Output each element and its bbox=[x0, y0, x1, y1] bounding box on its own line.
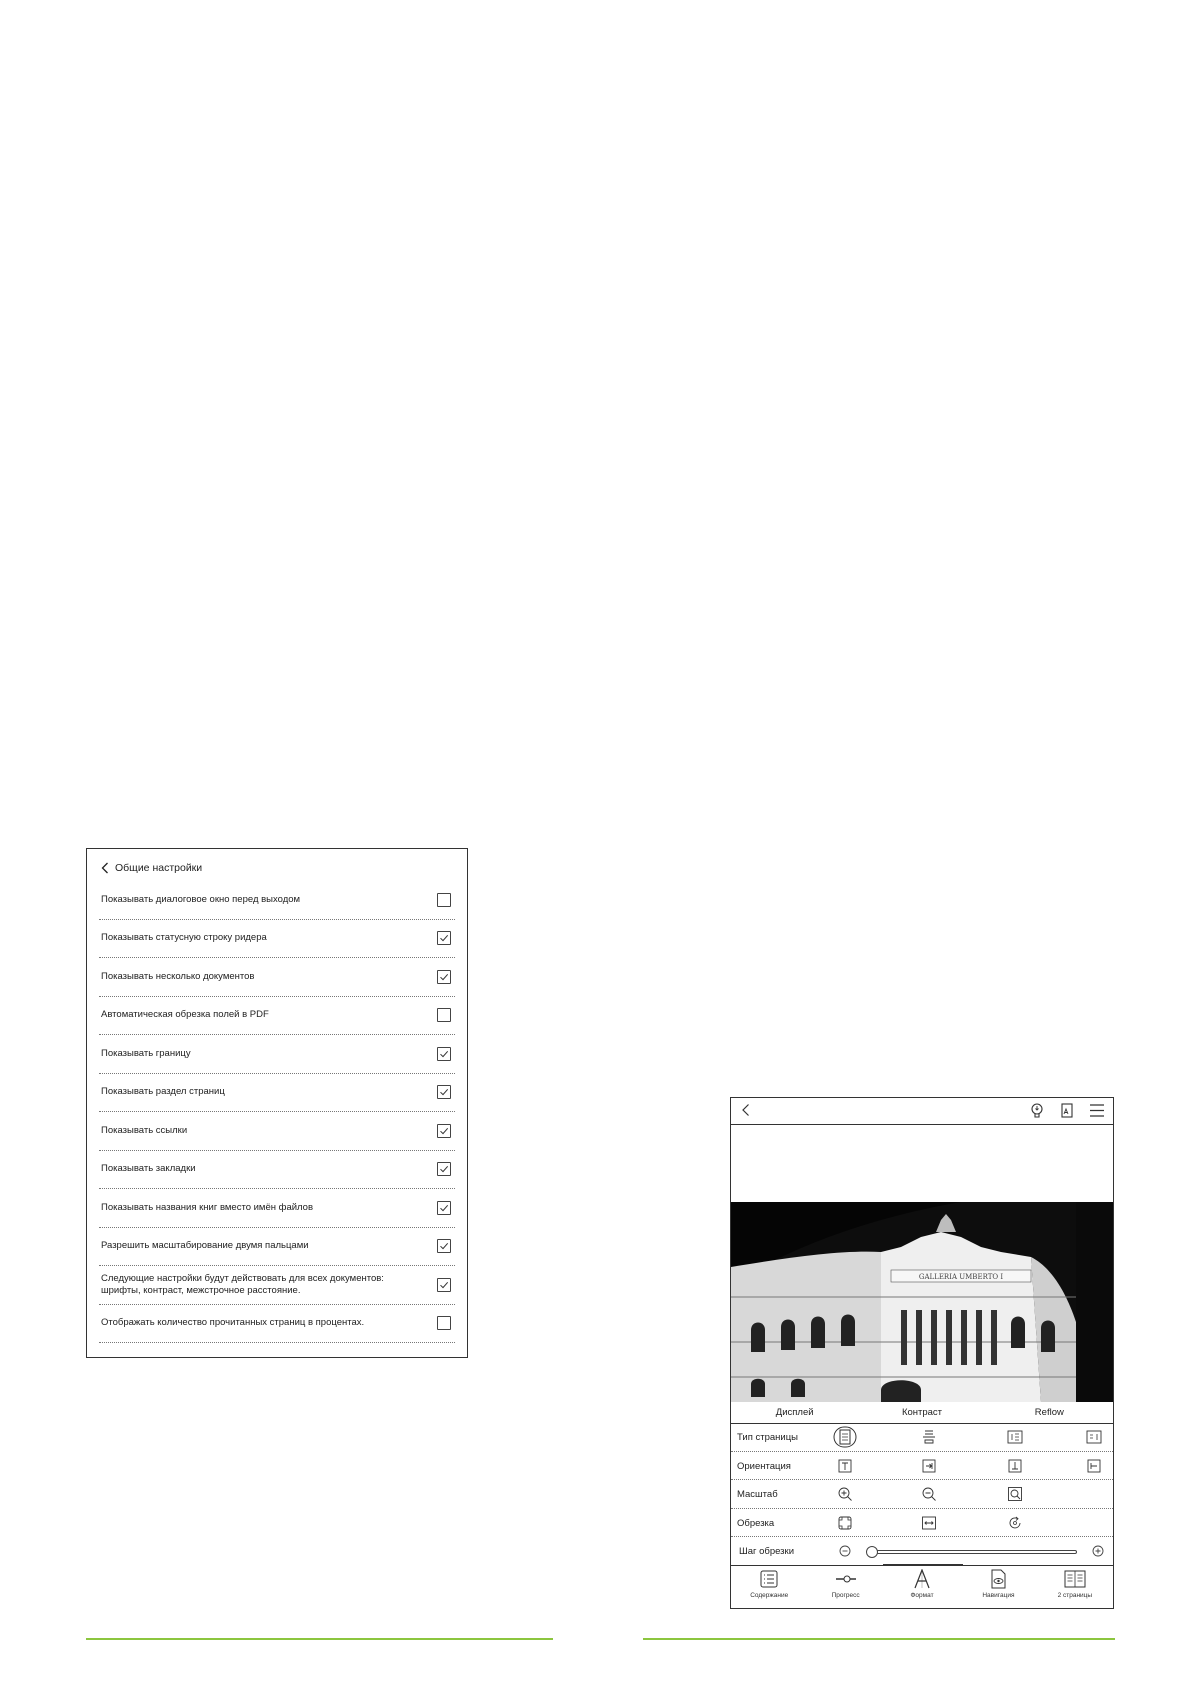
settings-row[interactable] bbox=[99, 1189, 455, 1228]
checkbox-checked[interactable] bbox=[437, 931, 451, 945]
checkbox-checked[interactable] bbox=[437, 1085, 451, 1099]
footer-rule-right bbox=[643, 1638, 1115, 1640]
checkmark-icon bbox=[439, 1241, 449, 1251]
crop-width-icon[interactable] bbox=[921, 1515, 937, 1531]
reader-screenshot bbox=[730, 1097, 1114, 1609]
light-bulb-icon[interactable] bbox=[1029, 1102, 1045, 1119]
zoom-out-icon[interactable] bbox=[921, 1486, 937, 1502]
settings-row[interactable] bbox=[99, 958, 455, 997]
orientation-left-icon[interactable] bbox=[1086, 1458, 1102, 1474]
back-chevron-icon[interactable] bbox=[101, 862, 109, 874]
orientation-portrait-icon[interactable] bbox=[837, 1458, 853, 1474]
format-icon bbox=[912, 1569, 932, 1589]
settings-row[interactable] bbox=[99, 1035, 455, 1074]
page-type-label: Тип страницы bbox=[737, 1432, 798, 1443]
checkmark-icon bbox=[439, 972, 449, 982]
galleria-sign: GALLERIA UMBERTO I bbox=[918, 1273, 1004, 1281]
display-options bbox=[731, 1423, 1113, 1566]
crop-row bbox=[731, 1509, 1113, 1538]
checkbox-checked[interactable] bbox=[437, 1162, 451, 1176]
settings-row-label: Следующие настройки будут действовать для всех документов: шрифты, контраст, межстрочное расстояние. bbox=[101, 1272, 384, 1296]
settings-row[interactable] bbox=[99, 1228, 455, 1267]
checkmark-icon bbox=[439, 1126, 449, 1136]
menu-icon[interactable] bbox=[1089, 1102, 1105, 1119]
checkbox-unchecked[interactable] bbox=[437, 893, 451, 907]
crop-step-slider-knob[interactable] bbox=[866, 1546, 878, 1558]
tab-display[interactable]: Дисплей bbox=[775, 1407, 814, 1418]
page-type-original-icon[interactable] bbox=[833, 1426, 857, 1448]
checkbox-unchecked[interactable] bbox=[437, 1008, 451, 1022]
orientation-label: Ориентация bbox=[737, 1460, 791, 1472]
settings-row-label: Показывать ссылки bbox=[101, 1124, 188, 1136]
settings-row-label: Показывать границу bbox=[101, 1047, 191, 1059]
back-icon[interactable] bbox=[741, 1103, 751, 1117]
settings-header[interactable] bbox=[101, 857, 202, 879]
book-page-photo bbox=[731, 1202, 1114, 1402]
crop-step-slider[interactable] bbox=[867, 1550, 1077, 1554]
two-pages-icon bbox=[1064, 1569, 1086, 1589]
general-settings-screenshot bbox=[86, 848, 468, 1358]
settings-row-label: Автоматическая обрезка полей в PDF bbox=[101, 1009, 269, 1021]
settings-row[interactable] bbox=[99, 1112, 455, 1151]
settings-row[interactable] bbox=[99, 1074, 455, 1113]
zoom-label: Масштаб bbox=[737, 1489, 778, 1500]
checkbox-checked[interactable] bbox=[437, 1047, 451, 1061]
checkbox-checked[interactable] bbox=[437, 970, 451, 984]
reader-bottom-bar bbox=[731, 1565, 1113, 1608]
orientation-upside-down-icon[interactable] bbox=[1007, 1458, 1023, 1474]
checkmark-icon bbox=[439, 1049, 449, 1059]
settings-row[interactable] bbox=[99, 1305, 455, 1344]
settings-row[interactable] bbox=[99, 881, 455, 920]
settings-row-label: Показывать несколько документов bbox=[101, 970, 255, 982]
crop-step-row bbox=[731, 1537, 1113, 1566]
navigation-button[interactable] bbox=[960, 1566, 1036, 1608]
crop-step-increase-icon[interactable] bbox=[1092, 1545, 1104, 1557]
settings-row[interactable] bbox=[99, 1151, 455, 1190]
checkmark-icon bbox=[439, 1280, 449, 1290]
page-type-single-icon[interactable] bbox=[1086, 1429, 1102, 1445]
page-type-row bbox=[731, 1423, 1113, 1452]
progress-label: Прогресс bbox=[831, 1592, 860, 1599]
progress-button[interactable] bbox=[807, 1566, 883, 1608]
settings-row-label: Разрешить масштабирование двумя пальцами bbox=[101, 1240, 309, 1252]
progress-icon bbox=[835, 1569, 857, 1589]
orientation-right-icon[interactable] bbox=[921, 1458, 937, 1474]
orientation-row bbox=[731, 1452, 1113, 1481]
settings-title: Общие настройки bbox=[115, 862, 203, 874]
display-tabs bbox=[731, 1403, 1113, 1424]
settings-row[interactable] bbox=[99, 997, 455, 1036]
format-button[interactable] bbox=[884, 1566, 960, 1608]
checkbox-checked[interactable] bbox=[437, 1278, 451, 1292]
navigation-label: Навигация bbox=[982, 1592, 1015, 1599]
checkmark-icon bbox=[439, 1164, 449, 1174]
reader-top-bar bbox=[731, 1098, 1113, 1125]
contents-icon bbox=[759, 1569, 779, 1589]
zoom-row bbox=[731, 1480, 1113, 1509]
tab-contrast[interactable]: Контраст bbox=[901, 1407, 943, 1418]
settings-row-label: Показывать названия книг вместо имён файлов bbox=[101, 1201, 314, 1213]
settings-row-label: Показывать раздел страниц bbox=[101, 1086, 225, 1098]
format-label: Формат bbox=[910, 1592, 934, 1599]
checkmark-icon bbox=[439, 933, 449, 943]
checkbox-unchecked[interactable] bbox=[437, 1316, 451, 1330]
contents-button[interactable] bbox=[731, 1566, 807, 1608]
settings-row-label: Показывать статусную строку ридера bbox=[101, 932, 267, 944]
settings-row[interactable] bbox=[99, 1266, 455, 1305]
settings-row-label: Показывать закладки bbox=[101, 1163, 196, 1175]
navigation-icon bbox=[988, 1569, 1008, 1589]
page-type-text-icon[interactable] bbox=[1007, 1429, 1023, 1445]
settings-row[interactable] bbox=[99, 920, 455, 959]
crop-label: Обрезка bbox=[737, 1517, 775, 1529]
checkbox-checked[interactable] bbox=[437, 1239, 451, 1253]
crop-step-label: Шаг обрезки bbox=[739, 1546, 794, 1557]
zoom-fit-icon[interactable] bbox=[1007, 1486, 1023, 1502]
footer-rule-left bbox=[86, 1638, 553, 1640]
tab-reflow[interactable]: Reflow bbox=[1034, 1407, 1064, 1418]
two-pages-label: 2 страницы bbox=[1057, 1592, 1093, 1599]
crop-reset-icon[interactable] bbox=[1007, 1515, 1023, 1531]
contents-label: Содержание bbox=[750, 1592, 789, 1599]
crop-step-decrease-icon[interactable] bbox=[839, 1545, 851, 1557]
checkbox-checked[interactable] bbox=[437, 1201, 451, 1215]
zoom-in-icon[interactable] bbox=[837, 1486, 853, 1502]
checkmark-icon bbox=[439, 1087, 449, 1097]
checkmark-icon bbox=[439, 1203, 449, 1213]
font-icon[interactable] bbox=[1059, 1102, 1075, 1119]
settings-row-label: Показывать диалоговое окно перед выходом bbox=[101, 893, 301, 905]
crop-auto-icon[interactable] bbox=[837, 1515, 853, 1531]
settings-row-label: Отображать количество прочитанных страниц в процентах. bbox=[101, 1317, 365, 1329]
page-type-scan-icon[interactable] bbox=[921, 1429, 937, 1445]
checkbox-checked[interactable] bbox=[437, 1124, 451, 1138]
two-pages-button[interactable] bbox=[1037, 1566, 1113, 1608]
settings-list bbox=[99, 881, 455, 1343]
